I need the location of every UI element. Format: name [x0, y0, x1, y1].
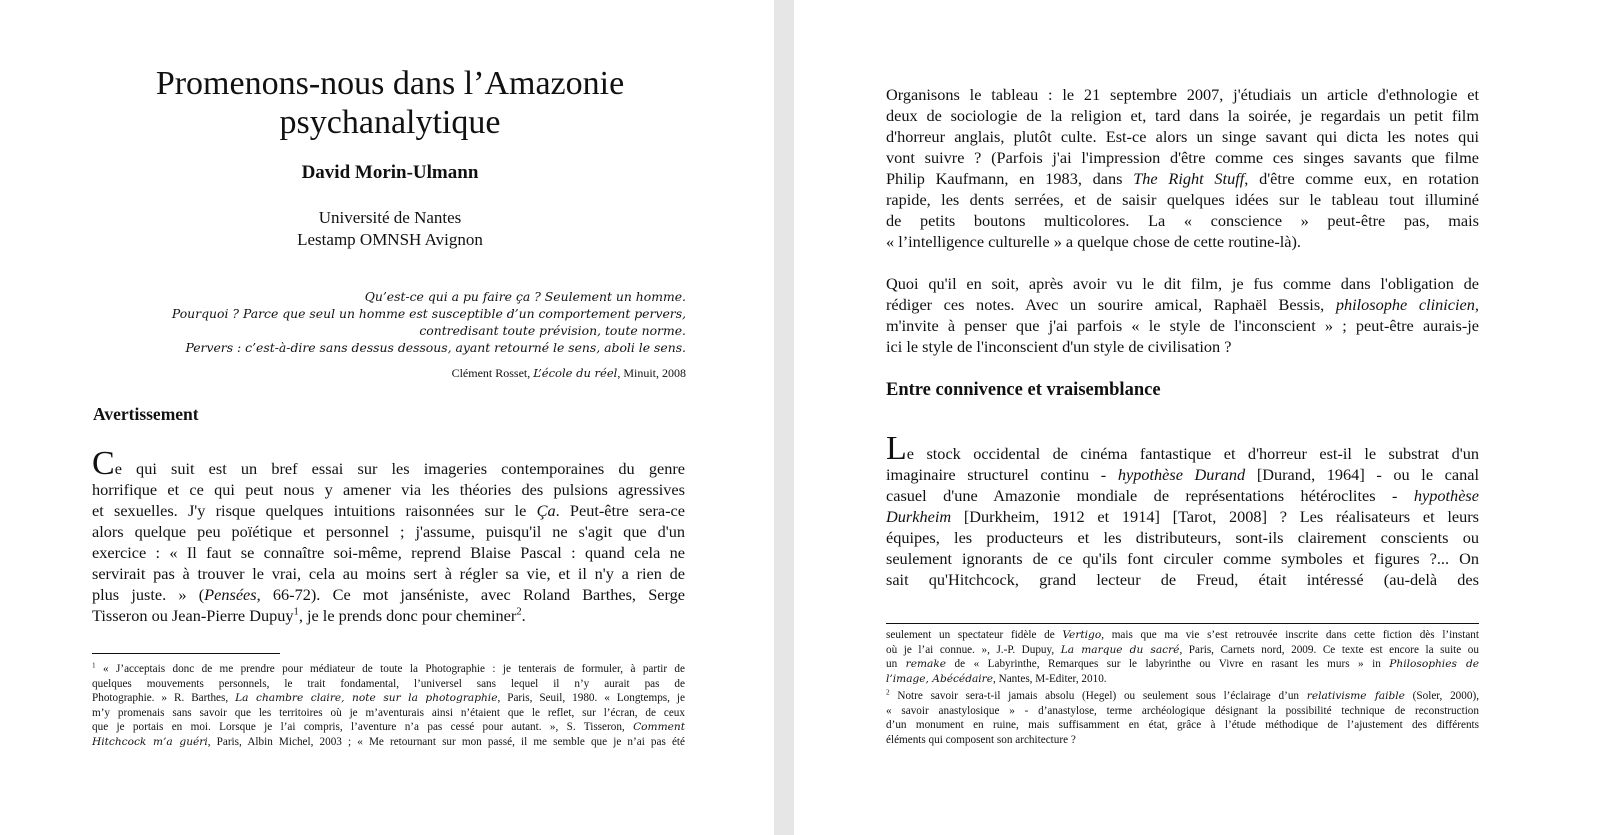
- footnote-line: éléments qui composent son architecture ?: [886, 733, 1076, 746]
- text: , 66-72). Ce mot janséniste, avec Roland Barthes, Serge: [256, 585, 685, 604]
- text: , Paris, Carnets nord, 2009. Ce texte est encore la suite ou: [1179, 643, 1479, 656]
- page-gutter: [774, 0, 794, 835]
- affiliation-line-1: Université de Nantes: [318, 208, 462, 227]
- text-italic: Philosophies de: [1389, 658, 1479, 670]
- footnote-line: [886, 643, 1479, 658]
- text: , Paris, Albin Michel, 2003 ; « Me retournant sur mon passé, il me semble que je n’ai pas été: [207, 735, 685, 748]
- text: de « Labyrinthe, Remarques sur le labyrinthe ou Vivre en rasant les murs » in: [946, 658, 1390, 670]
- footnote-line: quelques mouvements personnels, le trait fondamental, l’universel sans lequel il n’y aurait pas de: [92, 677, 685, 690]
- text-italic: La marque du sacré: [1060, 643, 1180, 656]
- text-italic: Durkheim: [886, 507, 952, 526]
- paragraph-line: Quoi qu'il en soit, après avoir vu le dit film, je fus comme dans l'obligation de: [886, 274, 1479, 293]
- footnote-2: [886, 689, 1479, 747]
- paragraph-line: [92, 500, 685, 521]
- epigraph: [150, 288, 686, 356]
- text: plus juste. » (: [92, 585, 205, 604]
- text: Philip Kaufmann, en 1983, dans: [886, 169, 1134, 188]
- paragraph-line: « l’intelligence culturelle » a quelque chose de cette routine-là).: [886, 232, 1301, 251]
- footnote-1: [92, 662, 685, 749]
- paragraph-line: de petits boutons multicolores. La « conscience » peut-être pas, mais: [886, 211, 1479, 230]
- paragraph-line: vont suivre ? (Parfois j'ai l'impression d'être comme ces singes savants que filme: [886, 148, 1479, 167]
- text: . Peut-être sera-ce: [555, 501, 686, 520]
- paragraph-line: [886, 464, 1479, 485]
- footnote-line: « savoir anastylosique » - d’anastylose, terme archéologique désignant la possibilité technique de reconstruction: [886, 704, 1479, 717]
- footnote-number: 1: [92, 661, 96, 670]
- footnote-line: [886, 628, 1479, 643]
- paragraph-line: [92, 445, 685, 482]
- section-heading-connivence: Entre connivence et vraisemblance: [886, 380, 1161, 400]
- text: Photographie. » R. Barthes,: [92, 692, 236, 704]
- paragraph-line: [92, 584, 685, 605]
- text: casuel d'une Amazonie mondiale de représentations hétéroclites -: [886, 486, 1414, 505]
- text: , Nantes, M-Editer, 2010.: [993, 672, 1107, 685]
- paragraph-3: [886, 430, 1479, 590]
- text: .: [521, 606, 526, 625]
- text: [Durand, 1964] - ou le canal: [1245, 465, 1479, 484]
- document-page-right: [794, 0, 1600, 835]
- paragraph-line: équipes, les producteurs et les distributeurs, sont-ils clairement conscients ou: [886, 528, 1479, 547]
- text: , d'être comme eux, en rotation: [1244, 169, 1480, 188]
- paragraph-line: [886, 430, 1479, 467]
- text-italic: Ça: [536, 501, 556, 520]
- footnote-line: m’y promenais sans savoir que les territoires où je m’aventurais ainsi n’étaient que le reflet, sur l’écran, de ceux: [92, 706, 685, 719]
- text: où je l’ai connue. », J.-P. Dupuy,: [886, 643, 1061, 656]
- affiliation-line-2: Lestamp OMNSH Avignon: [297, 230, 483, 249]
- footnote-line: [92, 691, 685, 706]
- epigraph-line: Pourquoi ? Parce que seul un homme est susceptible d’un comportement pervers,: [171, 306, 686, 321]
- footnote-line: d’un monument en ruine, mais suffisamment en état, grâce à l’étude méthodique de l’ajustement des différents: [886, 719, 1479, 731]
- paragraph-line: [92, 605, 685, 626]
- paragraph-line: [886, 294, 1479, 315]
- paragraph-line: [886, 485, 1479, 506]
- document-page-left: [0, 0, 774, 835]
- text: que je portais en moi. Lorsque je l’ai compris, l’aventure n’a pas cessé pour autant. », S. Tisseron,: [92, 721, 634, 733]
- text-italic: Comment: [633, 721, 685, 733]
- paragraph-line: rapide, les dents serrées, et de saisir quelques idées sur le tableau tout illuminé: [886, 190, 1479, 209]
- text-italic: Pensées: [204, 585, 257, 604]
- text-italic: philosophe clinicien,: [1335, 295, 1479, 314]
- paragraph-line: servirait pas à trouver le vrai, cela au moins sert à régler sa vie, et il n'y a rien de: [92, 564, 685, 583]
- footnote-line: [886, 657, 1479, 672]
- paragraph-line: [886, 168, 1479, 189]
- text: seulement un spectateur fidèle de: [886, 629, 1063, 641]
- drop-cap: C: [92, 445, 115, 482]
- text: (Soler, 2000),: [1404, 690, 1479, 702]
- footnote-ref-2[interactable]: 2: [516, 606, 522, 618]
- paragraph-line: [886, 506, 1479, 527]
- epigraph-line: contredisant toute prévision, toute norme.: [419, 323, 686, 338]
- text: rédiger ces notes. Avec un sourire amical, Raphaël Bessis,: [886, 295, 1336, 314]
- source-title: L’école du réel: [533, 366, 618, 380]
- text: et sexuelles. J'y risque quelques intuitions raisonnées sur le: [92, 501, 537, 520]
- text: imaginaire structurel continu -: [886, 465, 1118, 484]
- author-name: David Morin-Ulmann: [301, 162, 479, 183]
- text: e stock occidental de cinéma fantastique et d'horreur est-il le substrat d'un: [906, 444, 1479, 463]
- document-title: [90, 64, 690, 142]
- footnote-number: 2: [886, 688, 890, 697]
- footnote-line: [92, 735, 685, 750]
- text: Notre savoir sera-t-il jamais absolu (Hegel) ou seulement sous l’éclairage d’un: [889, 690, 1307, 702]
- epigraph-line: Pervers : c’est-à-dire sans dessus dessous, ayant retourné le sens, aboli le sens.: [185, 340, 686, 355]
- text-italic: Hitchcock m’a guéri: [92, 735, 208, 748]
- source-author: Clément Rosset,: [451, 366, 534, 380]
- footnote-ref-1[interactable]: 1: [293, 606, 299, 618]
- paragraph-line: d'horreur anglais, plutôt culte. Est-ce alors un singe savant qui dicta les notes qui: [886, 127, 1479, 146]
- footnote-1-continued: [886, 628, 1479, 686]
- text: [Durkheim, 1912 et 1914] [Tarot, 2008] ? Les réalisateurs et leurs: [951, 507, 1479, 526]
- footnote-line: [886, 689, 1479, 704]
- paragraph-avertissement: [92, 445, 686, 626]
- footnote-line: [92, 662, 685, 677]
- footnote-line: [92, 720, 685, 735]
- text-italic: hypothèse Durand: [1117, 465, 1246, 484]
- text: , mais que ma vie s’est retrouvée inscrite dans cette fiction dès l’instant: [1101, 629, 1479, 641]
- paragraph-line: alors quelque peu poïétique et personnel ; j'assume, puisqu'il ne s'agit que d'un: [92, 522, 685, 541]
- paragraph-2: [886, 273, 1479, 357]
- title-line-1: Promenons-nous dans l’Amazonie: [155, 65, 625, 102]
- paragraph-line: horrifique et ce qui peut nous y amener via les théories des pulsions agressives: [92, 480, 685, 499]
- epigraph-source: [300, 366, 686, 381]
- text: un: [886, 658, 906, 670]
- epigraph-line: Qu’est-ce qui a pu faire ça ? Seulement un homme.: [364, 289, 686, 304]
- paragraph-line: ici le style de l'inconscient d'un style de civilisation ?: [886, 337, 1232, 356]
- paragraph-1: [886, 84, 1479, 252]
- paragraph-line: seulement ignorants de ce qu'ils font circuler comme symboles et figures ?... On: [886, 549, 1479, 568]
- text-italic: hypothèse: [1413, 486, 1479, 505]
- section-heading-avertissement: Avertissement: [93, 404, 199, 424]
- footnote-line: [886, 672, 1479, 687]
- source-publisher: , Minuit, 2008: [617, 366, 686, 380]
- affiliation: [90, 207, 690, 251]
- text-italic: l’image, Abécédaire: [886, 672, 994, 685]
- paragraph-line: deux de sociologie de la religion et, tard dans la soirée, je regardais un petit film: [886, 106, 1479, 125]
- paragraph-line: exercice : « Il faut se connaître soi-même, reprend Blaise Pascal : quand cela ne: [92, 543, 685, 562]
- text-italic: La chambre claire, note sur la photographie: [235, 692, 498, 704]
- text: , Paris, Seuil, 1980. « Longtemps, je: [497, 692, 685, 704]
- title-line-2: psychanalytique: [279, 104, 501, 141]
- text: e qui suit est un bref essai sur les imageries contemporaines du genre: [114, 459, 685, 478]
- paragraph-line: Organisons le tableau : le 21 septembre 2007, j'étudiais un article d'ethnologie et: [886, 85, 1479, 104]
- text-italic: relativisme faible: [1306, 690, 1405, 702]
- text: « J’acceptais donc de me prendre pour médiateur de toute la Photographie : je tenterais de formuler, à partir de: [95, 663, 685, 675]
- footnote-separator-continuation: [886, 623, 1479, 624]
- paragraph-line: m'invite à penser que j'ai parfois « le style de l'inconscient » ; peut-être aurais-je: [886, 316, 1479, 335]
- text-italic: The Right Stuff: [1133, 169, 1245, 188]
- footnote-separator: [92, 653, 280, 654]
- paragraph-line: sait qu'Hitchcock, grand lecteur de Freud, était intéressé (au-delà des: [886, 570, 1479, 589]
- text-italic: remake: [905, 658, 947, 670]
- text: , je le prends donc pour cheminer: [298, 606, 517, 625]
- text-italic: Vertigo: [1062, 629, 1102, 641]
- text: Tisseron ou Jean-Pierre Dupuy: [92, 606, 294, 625]
- drop-cap: L: [886, 430, 907, 467]
